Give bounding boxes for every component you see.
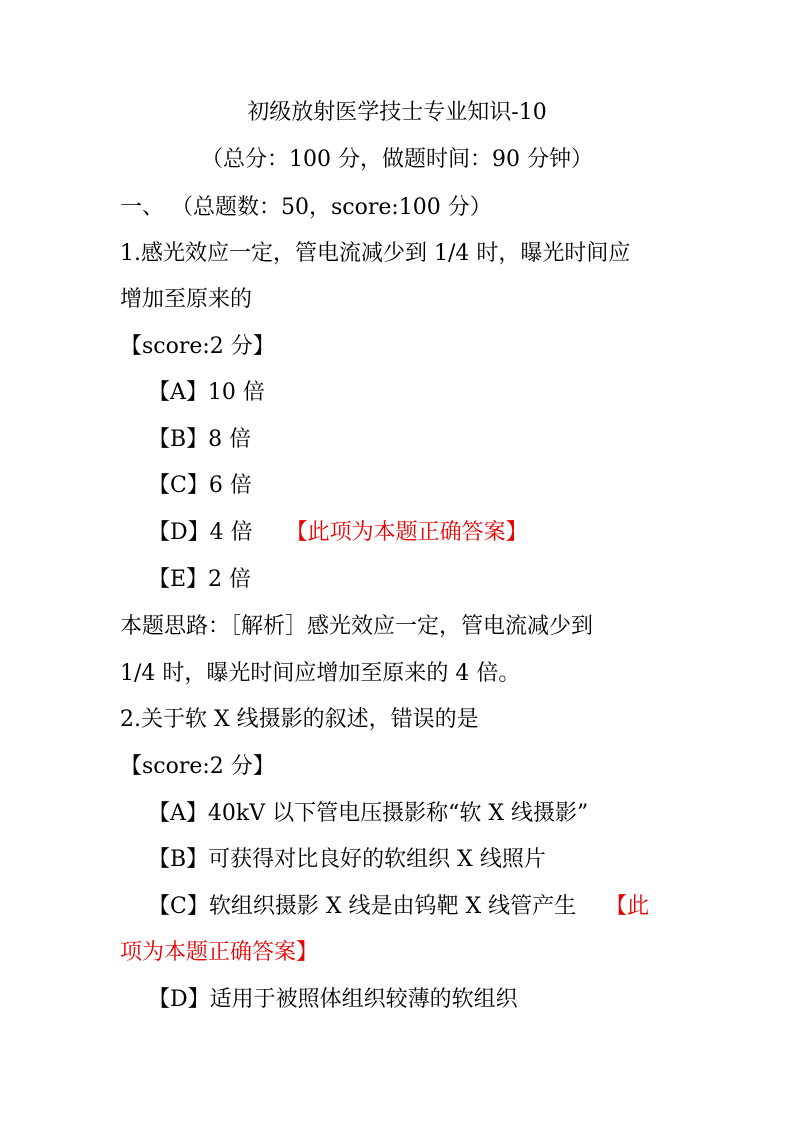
section-header: 一、 （总题数：50，score:100 分） xyxy=(120,195,492,220)
question-1-option-a: 【A】10 倍 xyxy=(148,380,265,405)
question-2-option-a: 【A】40kV 以下管电压摄影称“软 X 线摄影” xyxy=(148,801,589,826)
question-1-score: 【score:2 分】 xyxy=(120,334,275,359)
question-2-option-c xyxy=(148,892,649,922)
question-1-explanation-line-2: 1/4 时，曝光时间应增加至原来的 4 倍。 xyxy=(120,661,521,686)
question-2-option-b: 【B】可获得对比良好的软组织 X 线照片 xyxy=(148,847,546,872)
question-1-stem-line-2: 增加至原来的 xyxy=(120,287,253,312)
question-2-correct-answer-marker-part-2: 项为本题正确答案】 xyxy=(120,940,319,965)
question-1-option-c: 【C】6 倍 xyxy=(148,473,252,498)
document-title: 初级放射医学技士专业知识-10 xyxy=(247,100,547,125)
question-2-option-c-text: 【C】软组织摄影 X 线是由钨靶 X 线管产生 xyxy=(148,894,577,919)
question-2-stem: 2.关于软 X 线摄影的叙述，错误的是 xyxy=(120,707,479,732)
document-subtitle: （总分：100 分，做题时间：90 分钟） xyxy=(201,147,593,172)
question-1-stem-line-1: 1.感光效应一定，管电流减少到 1/4 时，曝光时间应 xyxy=(120,241,631,266)
question-1-option-e: 【E】2 倍 xyxy=(148,567,252,592)
question-2-option-d: 【D】适用于被照体组织较薄的软组织 xyxy=(148,987,518,1012)
question-2-score: 【score:2 分】 xyxy=(120,754,275,779)
question-2-correct-answer-marker-part-1: 【此 xyxy=(605,894,650,919)
question-1-option-d xyxy=(148,518,528,548)
question-1-option-b: 【B】8 倍 xyxy=(148,427,252,452)
question-1-explanation-line-1: 本题思路：［解析］感光效应一定，管电流减少到 xyxy=(120,614,594,639)
question-1-correct-answer-marker: 【此项为本题正确答案】 xyxy=(285,520,528,545)
question-1-option-d-text: 【D】4 倍 xyxy=(148,520,253,545)
